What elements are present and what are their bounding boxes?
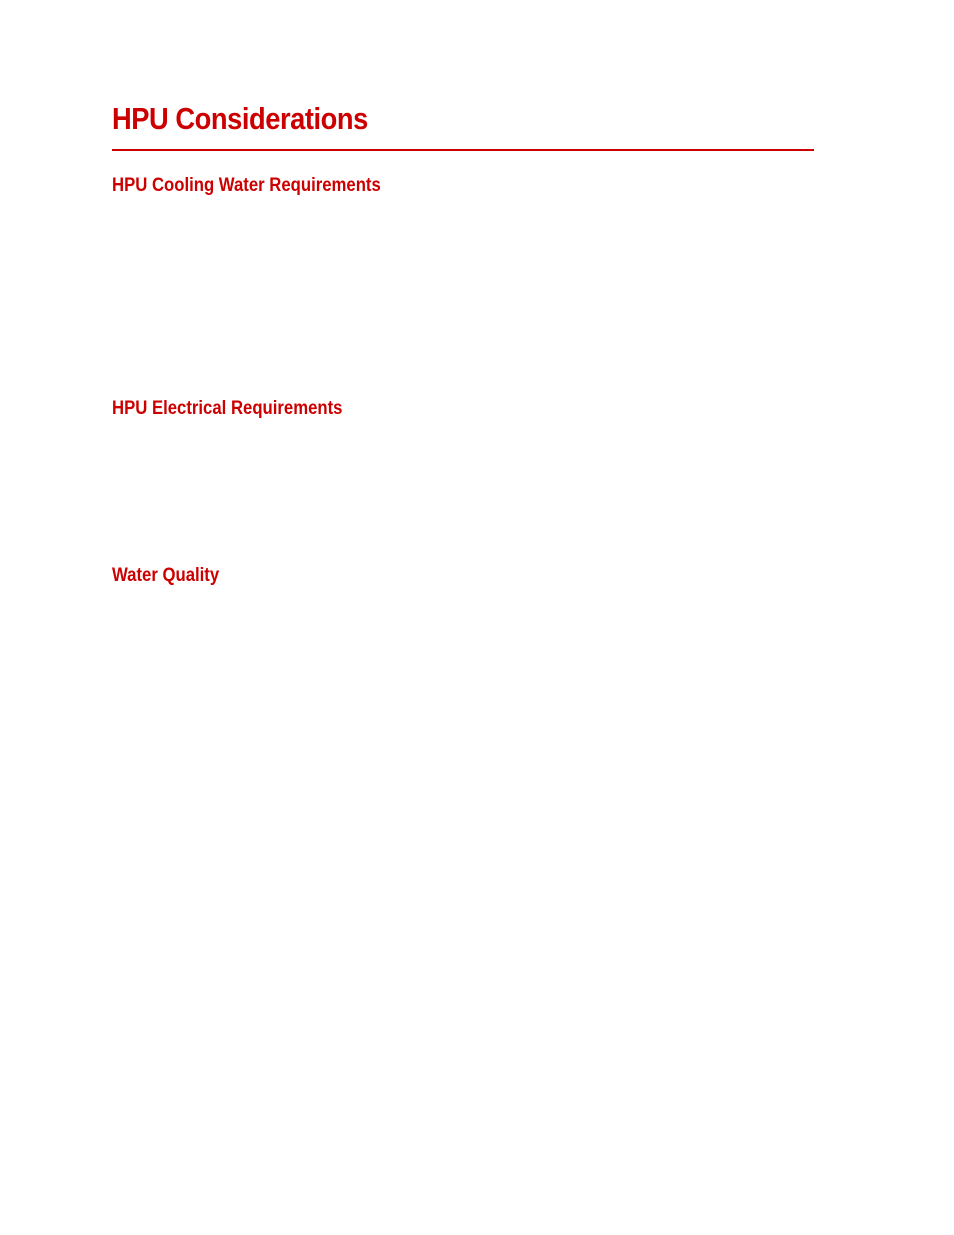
section-heading-water-quality: Water Quality	[112, 565, 220, 586]
section-heading-cooling-water-requirements: HPU Cooling Water Requirements	[112, 175, 381, 196]
page-title: HPU Considerations	[112, 101, 368, 136]
section-heading-electrical-requirements: HPU Electrical Requirements	[112, 398, 343, 419]
title-divider	[112, 149, 814, 151]
